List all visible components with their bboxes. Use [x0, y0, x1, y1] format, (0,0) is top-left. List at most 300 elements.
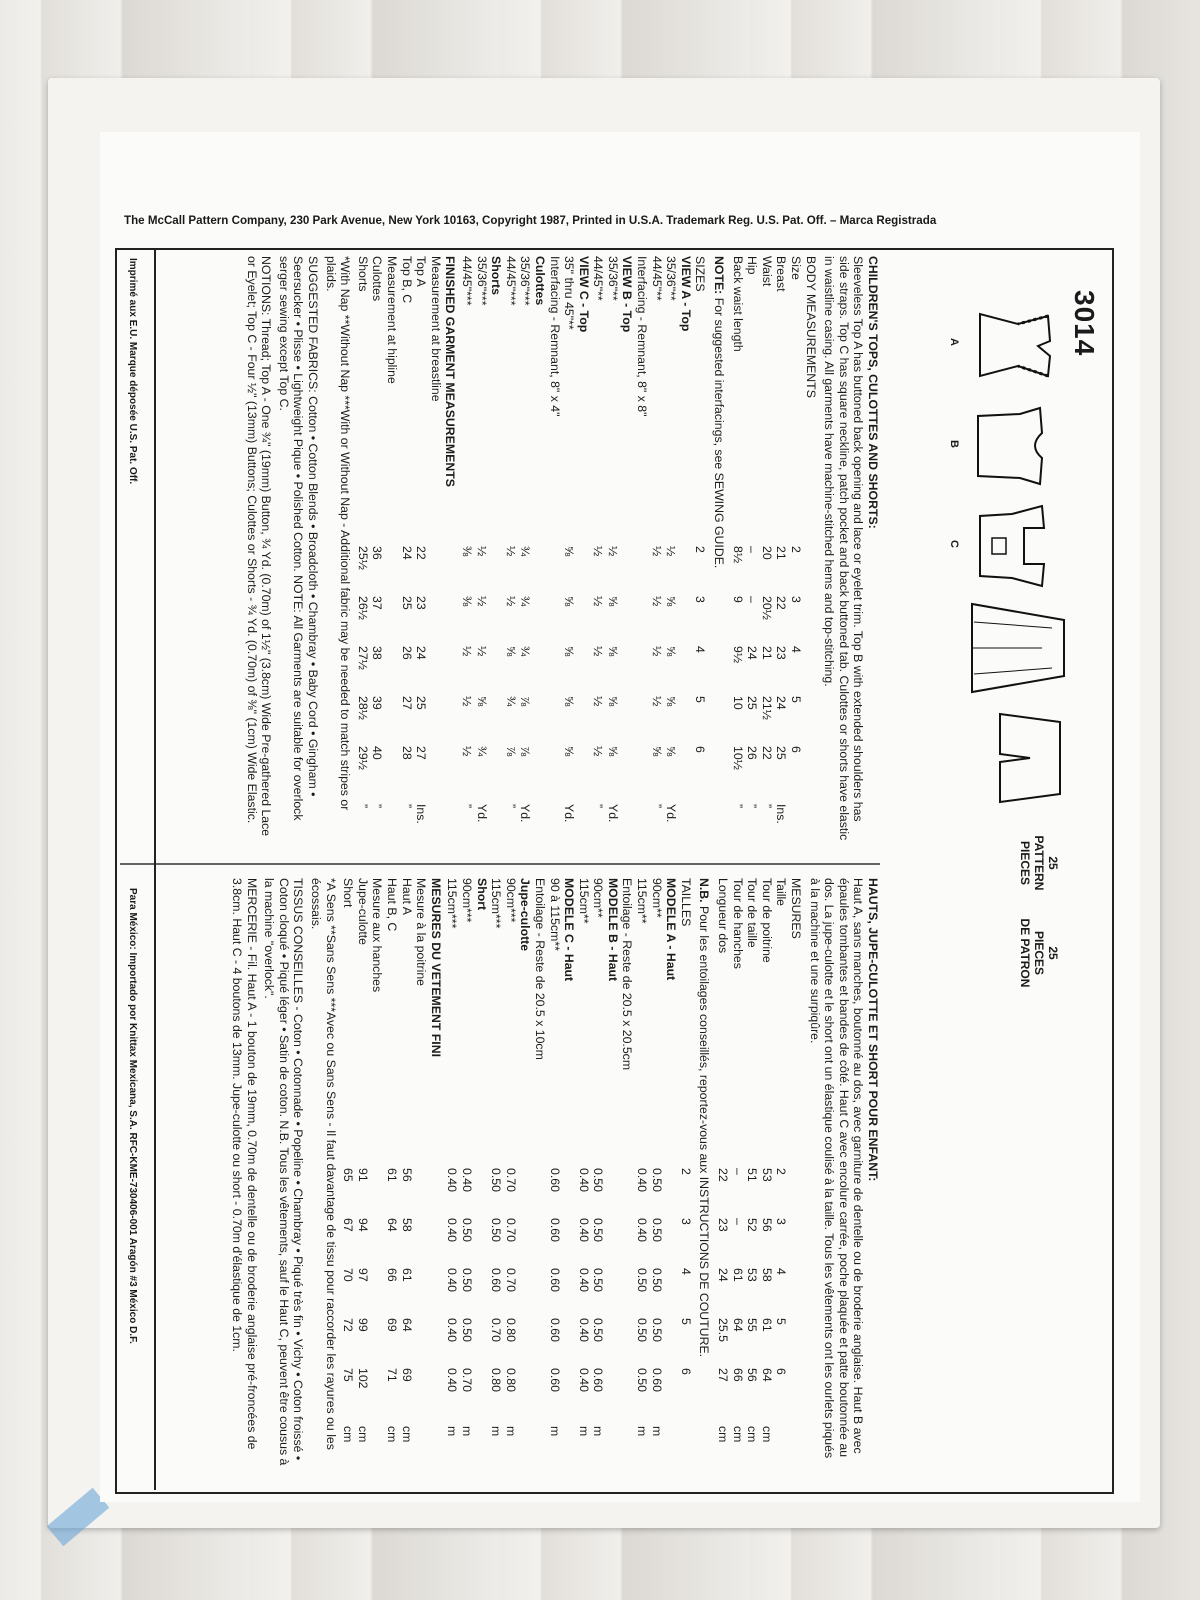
view-b-label: B [948, 440, 960, 448]
pieces-fr-count: 25 [1046, 946, 1060, 960]
row-value: 4 [789, 646, 804, 653]
row-value: 0.40 [445, 1368, 460, 1392]
row-value: 65 [341, 1168, 356, 1182]
row-value: 0.40 [576, 1318, 591, 1342]
row-value: 25.5 [716, 1318, 731, 1342]
row-value: 70 [341, 1268, 356, 1282]
row-value: ½ [474, 546, 489, 557]
row-value: 0.80 [503, 1318, 518, 1342]
row-value: 0.60 [547, 1318, 562, 1342]
row-value: ⅝ [664, 746, 679, 757]
size-value: 5 [693, 696, 708, 703]
row-value: 10 [730, 696, 745, 710]
row-value: 102 [355, 1368, 370, 1389]
row-value: 91 [355, 1168, 370, 1182]
row-label: 90cm*** [503, 878, 518, 923]
row-unit: ” [591, 804, 606, 809]
row-value: ⅝ [562, 696, 577, 707]
row-label: Interfacing - Remnant, 8" x 4" [547, 256, 562, 417]
row-value: ½ [503, 596, 518, 607]
sizes-label: SIZES [693, 256, 708, 292]
row-value: 0.50 [459, 1318, 474, 1342]
note-label: NOTE: [712, 256, 727, 295]
row-value: ⅞ [518, 746, 533, 757]
row-value: 0.40 [576, 1368, 591, 1392]
row-label: 115cm** [635, 878, 650, 924]
row-value: 56 [399, 1168, 414, 1182]
section-title: HAUTS, JUPE-CULOTTE ET SHORT POUR ENFANT: [866, 878, 880, 1182]
row-value: ⅝ [605, 696, 620, 707]
size-value: 2 [693, 546, 708, 553]
row-value: 56 [759, 1218, 774, 1232]
fabrics-paragraph: TISSUS CONSEILLES - Coton • Cotonnade • Popeline • Chambray • Piqué très fin • Vichy • Coton froissé • Coton cloqué • Piqué léger • Satin de coton. N.B. Tous les vêtements, sauf le Haut C, peuvent être cousus à la machine "overlock". [262, 878, 306, 1466]
pieces-count: 25 [1046, 856, 1060, 870]
row-unit: m [445, 1426, 460, 1437]
row-label: Haut A [399, 878, 414, 915]
row-value: 0.70 [503, 1218, 518, 1242]
row-value: ½ [591, 546, 606, 557]
size-value: 4 [693, 646, 708, 653]
row-value: 0.40 [576, 1168, 591, 1192]
row-value: ¾ [474, 746, 489, 757]
row-label: Top B, C [399, 256, 414, 304]
row-unit: m [591, 1426, 606, 1437]
row-unit: Yd. [474, 804, 489, 823]
row-value: 23 [774, 646, 789, 660]
row-unit: cm [716, 1426, 731, 1443]
note-label: N.B. [697, 878, 712, 903]
row-unit: cm [745, 1426, 760, 1443]
row-value: ⅝ [605, 596, 620, 607]
row-value: 53 [745, 1268, 760, 1282]
row-value: 23 [716, 1218, 731, 1232]
row-unit: ” [649, 804, 664, 809]
row-value: 69 [399, 1368, 414, 1382]
row-value: 0.80 [489, 1368, 504, 1392]
row-unit: m [576, 1426, 591, 1437]
rotated-content [115, 248, 1110, 1490]
row-unit: m [503, 1426, 518, 1437]
row-value: ½ [459, 646, 474, 657]
row-value: ¾ [518, 646, 533, 657]
row-label: Tour de poitrine [759, 878, 774, 963]
nap-paragraph: *With Nap **Without Nap ***With or Without Nap - Additional fabric may be needed to match stripes or plaids. [323, 256, 353, 811]
row-value: ½ [459, 696, 474, 707]
view-c-label: C [948, 540, 960, 548]
row-value: ½ [503, 546, 518, 557]
size-value: 6 [678, 1368, 693, 1375]
row-value: 25½ [355, 546, 370, 570]
row-value: 22 [716, 1168, 731, 1182]
row-label: Top A [414, 256, 429, 287]
row-unit: cm [355, 1426, 370, 1443]
row-unit: Yd. [562, 804, 577, 823]
row-value: ¾ [518, 546, 533, 557]
row-label: Culottes [532, 256, 547, 306]
row-label: 44/45"** [649, 256, 664, 301]
row-unit: ” [503, 804, 518, 809]
row-value: 5 [774, 1318, 789, 1325]
row-value: – [745, 596, 760, 603]
row-value: 37 [370, 596, 385, 610]
pieces-word2: PIECES [1018, 840, 1032, 885]
row-value: ⅝ [605, 746, 620, 757]
row-unit: Yd. [664, 804, 679, 823]
row-label: 115cm*** [445, 878, 460, 929]
row-label: 115cm*** [489, 878, 504, 929]
row-value: 75 [341, 1368, 356, 1382]
pattern-number: 3014 [1069, 290, 1100, 357]
row-label: Jupe-culotte [355, 878, 370, 945]
row-value: 72 [341, 1318, 356, 1332]
row-value: ⅝ [562, 746, 577, 757]
row-value: ½ [649, 646, 664, 657]
row-value: 64 [385, 1218, 399, 1232]
row-value: ½ [591, 596, 606, 607]
fabrics-paragraph: SUGGESTED FABRICS: Cotton • Cotton Blends • Broadcloth • Chambray • Baby Cord • Gingham • Seersucker • Plisse • Lightweight Pique • Polished Cotton. NOTE: All Garments are suitable for overlock serger sewing except Top C. [276, 256, 321, 821]
row-value: ⅝ [664, 646, 679, 657]
row-value: – [745, 546, 760, 553]
row-label: Mesure aux hanches [370, 878, 385, 993]
row-label: 90cm*** [459, 878, 474, 923]
row-value: 0.40 [445, 1318, 460, 1342]
pieces-fr-word2: DE PATRON [1018, 918, 1032, 988]
row-value: 26 [399, 646, 414, 660]
row-value: 0.60 [547, 1368, 562, 1392]
row-value: 67 [341, 1218, 356, 1232]
row-value: ⅝ [664, 696, 679, 707]
section-title: CHILDREN'S TOPS, CULOTTES AND SHORTS: [866, 256, 880, 529]
row-value: 23 [414, 596, 429, 610]
row-value: 10½ [730, 746, 745, 770]
row-value: 0.40 [445, 1218, 460, 1242]
row-label: 44/45"*** [459, 256, 474, 306]
row-value: ⅜ [459, 596, 474, 607]
row-value: 21 [774, 546, 789, 560]
size-value: 4 [678, 1268, 693, 1275]
finished-header: MESURES DU VETEMENT FINI [428, 878, 443, 1058]
row-label: Haut B, C [385, 878, 399, 932]
row-label: Longueur dos [716, 878, 731, 954]
row-value: 0.70 [489, 1318, 504, 1342]
finished-subheader: Mesure à la poitrine [414, 878, 429, 986]
row-unit: cm [759, 1426, 774, 1443]
row-value: ⅝ [562, 646, 577, 657]
row-value: 0.50 [635, 1318, 650, 1342]
row-unit: Ins. [414, 804, 429, 824]
row-value: 28½ [355, 696, 370, 720]
row-value: 24 [716, 1268, 731, 1282]
row-value: 0.50 [649, 1168, 664, 1192]
row-value: 0.40 [459, 1168, 474, 1192]
copyright-line: The McCall Pattern Company, 230 Park Avenue, New York 10163, Copyright 1987, Printed in U.S.A. Trademark Reg. U.S. Pat. Off. – Marca Registrada [124, 214, 937, 227]
row-value: 25 [399, 596, 414, 610]
row-value: 51 [745, 1168, 760, 1182]
pieces-word1: PATTERN [1032, 835, 1046, 891]
nap-paragraph: *A Sens **Sans Sens ***Avec ou Sans Sens - Il faut davantage de tissu pour raccorder les rayures ou les écossais. [309, 878, 338, 1450]
row-value: 52 [745, 1218, 760, 1232]
row-unit: Yd. [518, 804, 533, 823]
row-value: 0.50 [649, 1318, 664, 1342]
row-value: 55 [745, 1318, 760, 1332]
body-measurements-header: MESURES [789, 878, 804, 939]
row-value: 25 [774, 746, 789, 760]
row-value: 0.40 [576, 1218, 591, 1242]
row-value: ½ [649, 696, 664, 707]
row-value: 0.40 [576, 1268, 591, 1292]
row-value: 0.50 [591, 1168, 606, 1192]
row-value: 20 [759, 546, 774, 560]
row-label: 35/36"*** [474, 256, 489, 306]
row-value: 0.60 [489, 1268, 504, 1292]
row-label: Waist [759, 256, 774, 287]
row-label: Interfacing - Remnant, 8" x 8" [635, 256, 650, 417]
row-label: VIEW C - Top [576, 256, 591, 333]
row-unit: Yd. [605, 804, 620, 823]
row-value: 97 [355, 1268, 370, 1282]
row-value: 4 [774, 1268, 789, 1275]
row-value: 24 [774, 696, 789, 710]
row-value: 40 [370, 746, 385, 760]
finished-header: FINISHED GARMENT MEASUREMENTS [443, 256, 458, 487]
row-value: 0.70 [459, 1368, 474, 1392]
row-value: 0.80 [503, 1368, 518, 1392]
row-value: 0.70 [503, 1168, 518, 1192]
row-unit: m [635, 1426, 650, 1437]
row-label: Entoilage - Reste de 20.5 x 20.5cm [620, 878, 635, 1071]
row-value: 64 [759, 1368, 774, 1382]
row-label: Culottes [370, 256, 385, 302]
intro-paragraph: Haut A, sans manches, boutonné au dos, avec garniture de dentelle ou de broderie anglaise. Haut B avec épaules tombantes et bandes de côté. Haut C avec encolure carrée, poche plaquée et patte boutonnée au dos. La jupe-culotte et le short ont un élastique coulisé à la taille. Tous les vêtements ont les ourlets piqués à la machine et une surpiqûre. [807, 878, 866, 1459]
row-value: – [730, 1218, 745, 1225]
notions-paragraph: MERCERIE - Fil. Haut A - 1 bouton de 19mm, 0.70m de dentelle ou de broderie anglaise pré-froncées de 3.8cm. Haut C - 4 boutons de 13mm. Jupe-culotte ou short - 0.70m d'élastique de 1cm. [230, 878, 259, 1450]
row-unit: ” [759, 804, 774, 809]
row-value: ¾ [518, 596, 533, 607]
row-value: 0.40 [635, 1218, 650, 1242]
row-value: 0.50 [591, 1268, 606, 1292]
row-label: Back waist length [730, 256, 745, 352]
pieces-fr-word1: PIECES [1032, 930, 1046, 975]
size-value: 2 [678, 1168, 693, 1175]
row-value: 22 [774, 596, 789, 610]
row-value: 24 [399, 546, 414, 560]
row-unit: ” [399, 804, 414, 809]
row-value: 39 [370, 696, 385, 710]
row-value: 0.60 [547, 1268, 562, 1292]
row-label: 44/45"*** [503, 256, 518, 306]
row-value: 0.50 [489, 1168, 504, 1192]
row-value: 25 [414, 696, 429, 710]
row-label: Short [341, 878, 356, 908]
row-unit: cm [385, 1426, 399, 1443]
row-value: 28 [399, 746, 414, 760]
row-value: 0.50 [459, 1218, 474, 1242]
row-value: 22 [414, 546, 429, 560]
row-value: 56 [745, 1368, 760, 1382]
row-unit: cm [399, 1426, 414, 1443]
row-value: ⅝ [562, 596, 577, 607]
row-value: 26 [745, 746, 760, 760]
finished-subheader: Measurement at breastline [428, 256, 443, 402]
row-unit: ” [370, 804, 385, 809]
row-value: 66 [385, 1268, 399, 1282]
row-value: 6 [789, 746, 804, 753]
row-value: 36 [370, 546, 385, 560]
row-unit: m [649, 1426, 664, 1437]
row-value: ⅝ [503, 646, 518, 657]
view-a-label: A [948, 338, 960, 346]
row-value: ½ [459, 746, 474, 757]
row-label: Shorts [355, 256, 370, 292]
row-unit: m [489, 1426, 504, 1437]
row-value: 99 [355, 1318, 370, 1332]
row-value: 0.50 [489, 1218, 504, 1242]
row-value: 71 [385, 1368, 399, 1382]
row-value: 2 [774, 1168, 789, 1175]
row-value: 58 [759, 1268, 774, 1282]
row-label: 35/36"** [605, 256, 620, 301]
row-value: ½ [649, 596, 664, 607]
row-value: ⅜ [459, 546, 474, 557]
row-value: ½ [664, 546, 679, 557]
row-unit: cm [341, 1426, 356, 1443]
row-value: 0.50 [635, 1368, 650, 1392]
row-value: 22 [759, 746, 774, 760]
row-label: Jupe-culotte [518, 878, 533, 952]
row-label: 35/36"*** [518, 256, 533, 306]
row-label: Hip [745, 256, 760, 275]
row-unit: m [547, 1426, 562, 1437]
row-value: 5 [789, 696, 804, 703]
row-value: 0.50 [635, 1268, 650, 1292]
row-value: 0.40 [445, 1168, 460, 1192]
row-value: 20½ [759, 596, 774, 620]
row-value: 2 [789, 546, 804, 553]
row-value: 53 [759, 1168, 774, 1182]
row-value: 27 [716, 1368, 731, 1382]
row-value: 26½ [355, 596, 370, 620]
row-value: ½ [474, 596, 489, 607]
row-label: 35/36"** [664, 256, 679, 301]
row-value: 25 [745, 696, 760, 710]
row-unit: m [459, 1426, 474, 1437]
row-value: ⅞ [503, 746, 518, 757]
rotated-dividers [115, 248, 1110, 1490]
row-value: ⅝ [474, 696, 489, 707]
row-label: VIEW A - Top [678, 256, 693, 332]
row-unit: ” [355, 804, 370, 809]
row-value: 0.50 [459, 1268, 474, 1292]
row-value: ½ [605, 546, 620, 557]
row-label: Size [789, 256, 804, 280]
row-label: MODELE A - Haut [664, 878, 679, 981]
row-label: 115cm** [576, 878, 591, 924]
row-value: 58 [399, 1218, 414, 1232]
row-value: 24 [414, 646, 429, 660]
row-value: 0.50 [591, 1218, 606, 1242]
row-value: 21 [759, 646, 774, 660]
row-value: 6 [774, 1368, 789, 1375]
row-label: MODELE C - Haut [562, 878, 577, 982]
row-value: 61 [399, 1268, 414, 1282]
row-label: 44/45"** [591, 256, 606, 301]
row-label: Measurement at hipline [385, 256, 399, 384]
row-label: VIEW B - Top [620, 256, 635, 333]
footer-left: Imprimé aux E.U. Marque déposée U.S. Pat. Off. [127, 258, 138, 485]
row-value: ½ [474, 646, 489, 657]
row-value: ⅝ [649, 746, 664, 757]
note-text: Pour les entoilages conseillés, reportez-vous aux INSTRUCTIONS DE COUTURE. [697, 906, 712, 1358]
row-value: 8½ [730, 546, 745, 564]
row-label: Taille [774, 878, 789, 907]
row-value: ¾ [503, 696, 518, 707]
row-value: 0.60 [591, 1368, 606, 1392]
row-value: 21½ [759, 696, 774, 720]
row-value: ½ [649, 546, 664, 557]
row-value: 9 [730, 596, 745, 603]
row-label: Tour de hanches [730, 878, 745, 969]
intro-paragraph: Sleeveless Top A has buttoned back opening and lace or eyelet trim. Top B with extended shoulders has side straps. Top C has square neckline, patch pocket and back buttoned tab. Culottes or shorts have elastic in waistline casing. All garments have machine-stitched hems and top-stitching. [822, 256, 866, 841]
row-value: 27 [399, 696, 414, 710]
row-value: – [730, 1168, 745, 1175]
body-measurements-header: BODY MEASUREMENTS [803, 256, 818, 398]
row-value: 29½ [355, 746, 370, 770]
row-label: Breast [774, 256, 789, 292]
size-value: 3 [693, 596, 708, 603]
notions-paragraph: NOTIONS: Thread; Top A - One ¾" (19mm) Button, ¾ Yd. (0.70m) of 1½" (3.8cm) Wide Pre-gathered Lace or Eyelet; Top C - Four ½" (13mm) Buttons; Culottes or Shorts - ¾ Yd. (0.70m) of ⅜" (1cm) Wide Elastic. [244, 256, 274, 837]
row-value: 64 [399, 1318, 414, 1332]
row-value: 0.70 [503, 1268, 518, 1292]
row-value: ½ [591, 646, 606, 657]
row-label: 35" thru 45"** [562, 256, 577, 330]
row-value: 61 [759, 1318, 774, 1332]
row-unit: cm [730, 1426, 745, 1443]
row-unit: Ins. [774, 804, 789, 824]
row-value: 38 [370, 646, 385, 660]
footer-right: Para México: Importado por Knittax Mexicana, S.A. RFC-KME-730406-001 Aragón #3 México D.F. [127, 888, 138, 1344]
row-value: 27½ [355, 646, 370, 670]
row-label: MODELE B - Haut [605, 878, 620, 982]
row-value: 27 [414, 746, 429, 760]
row-value: 66 [730, 1368, 745, 1382]
row-value: 0.60 [547, 1168, 562, 1192]
row-label: 90cm** [649, 878, 664, 918]
row-label: 90cm** [591, 878, 606, 918]
row-value: 24 [745, 646, 760, 660]
row-value: ⅝ [664, 596, 679, 607]
row-label: Entoilage - Reste de 20.5 x 10cm [532, 878, 547, 1060]
row-value: 0.50 [649, 1218, 664, 1242]
row-value: 3 [774, 1218, 789, 1225]
size-value: 3 [678, 1218, 693, 1225]
row-value: 0.60 [649, 1368, 664, 1392]
row-value: ⅝ [562, 546, 577, 557]
row-value: 0.60 [547, 1218, 562, 1242]
row-value: 61 [730, 1268, 745, 1282]
row-unit: ” [745, 804, 760, 809]
size-value: 5 [678, 1318, 693, 1325]
row-value: 0.50 [591, 1318, 606, 1342]
row-value: 3 [789, 596, 804, 603]
row-value: 0.40 [445, 1268, 460, 1292]
row-value: ⅝ [605, 646, 620, 657]
row-value: 69 [385, 1318, 399, 1332]
row-unit: ” [459, 804, 474, 809]
sizes-label: TAILLES [678, 878, 693, 927]
row-unit: ” [730, 804, 745, 809]
row-value: 9½ [730, 646, 745, 664]
row-label: Shorts [489, 256, 504, 295]
